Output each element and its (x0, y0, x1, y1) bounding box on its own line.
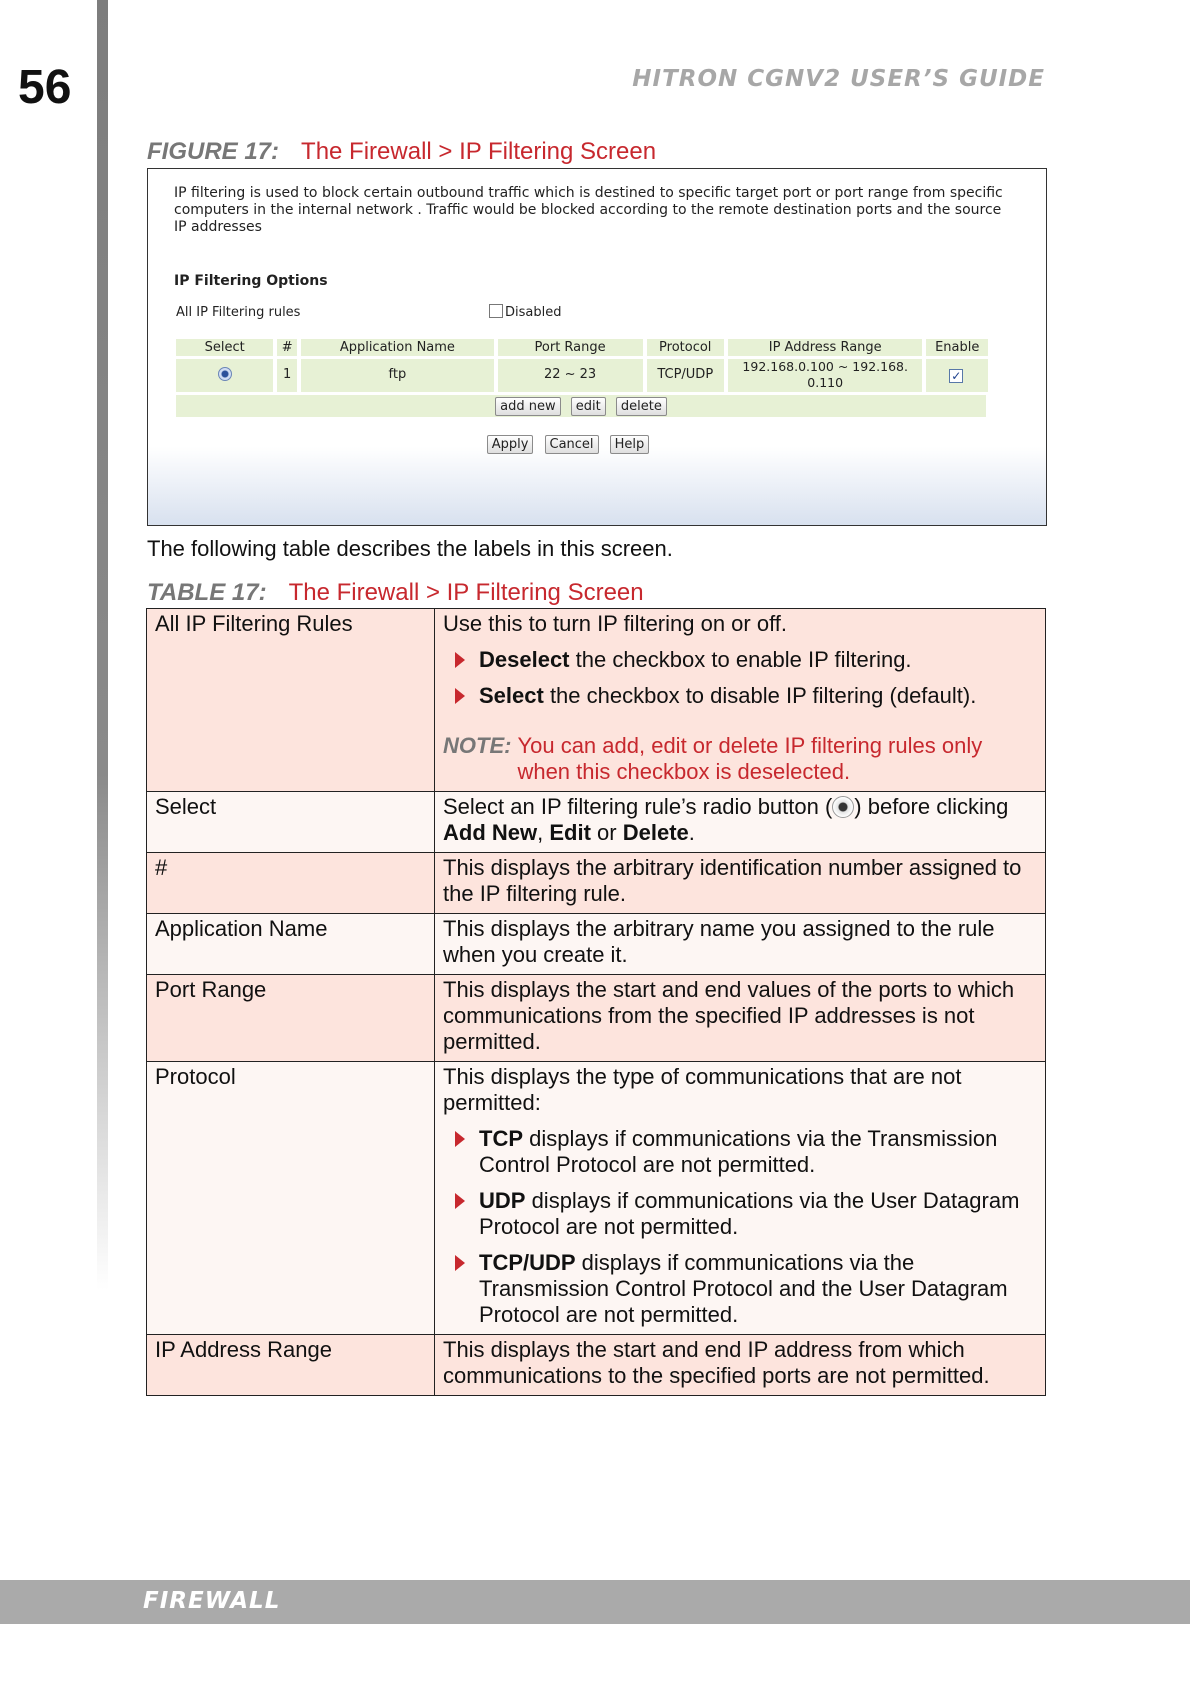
note-text: You can add, edit or delete IP filtering rules only when this checkbox is deselected. (517, 733, 983, 784)
note-label: NOTE: (443, 733, 512, 758)
row-description: This displays the arbitrary identification number assigned to the IP filtering rule. (435, 853, 1046, 914)
intro-text: The following table describes the labels in this screen. (147, 536, 673, 561)
table-row (147, 914, 1046, 975)
row-text: or (590, 820, 623, 845)
bullet-text: the checkbox to enable IP filtering. (569, 647, 912, 672)
table-row (147, 853, 1046, 914)
table-row (176, 359, 988, 395)
row-description: This displays the start and end IP address from which communications to the specified ports are not permitted. (435, 1335, 1046, 1396)
row-app-name: ftp (301, 359, 494, 392)
row-label: Port Range (147, 975, 435, 1062)
figure-lead: FIGURE 17: (147, 138, 280, 165)
row-label: # (147, 853, 435, 914)
edit-term: Edit (549, 820, 591, 845)
table-caption (147, 579, 644, 607)
row-description (435, 1062, 1046, 1335)
add-new-button[interactable]: add new (495, 397, 560, 416)
arrow-icon (455, 1131, 465, 1147)
bullet-bold: TCP/UDP (479, 1250, 576, 1275)
table-row (147, 1335, 1046, 1396)
row-description (435, 609, 1046, 792)
row-ip-range-line1: 192.168.0.100 ~ 192.168. (742, 359, 908, 374)
page-number: 56 (18, 61, 72, 114)
apply-button[interactable]: Apply (487, 435, 534, 454)
row-description: This displays the start and end values of the ports to which communications from the specified IP addresses is not permitted. (435, 975, 1046, 1062)
row-radio-button[interactable] (218, 367, 232, 381)
bullet-bold: Select (479, 683, 544, 708)
table-row (147, 975, 1046, 1062)
bullet-item (443, 1126, 1037, 1178)
disabled-checkbox[interactable] (489, 304, 503, 318)
figure-caption (147, 138, 656, 166)
bullet-item (443, 1188, 1037, 1240)
row-select-cell (176, 359, 273, 392)
row-text: , (537, 820, 550, 845)
row-number: 1 (277, 359, 297, 392)
row-ip-range (728, 359, 923, 392)
row-text: Use this to turn IP filtering on or off. (443, 611, 788, 636)
arrow-icon (455, 1193, 465, 1209)
row-label: Protocol (147, 1062, 435, 1335)
row-description: This displays the arbitrary name you assigned to the rule when you create it. (435, 914, 1046, 975)
col-enable: Enable (926, 339, 988, 356)
rules-label: All IP Filtering rules (176, 305, 301, 320)
bullet-bold: UDP (479, 1188, 526, 1213)
row-port-range: 22 ~ 23 (498, 359, 643, 392)
row-enable-checkbox[interactable]: ✓ (951, 369, 962, 383)
bullet-bold: TCP (479, 1126, 523, 1151)
delete-button[interactable]: delete (616, 397, 667, 416)
arrow-icon (455, 1255, 465, 1271)
bullet-text: the checkbox to disable IP filtering (default). (543, 683, 977, 708)
edit-button[interactable]: edit (571, 397, 606, 416)
side-bar (97, 0, 108, 1290)
table-header (176, 339, 988, 359)
figure-title: The Firewall > IP Filtering Screen (301, 138, 657, 165)
row-label: Application Name (147, 914, 435, 975)
disabled-option (489, 304, 561, 320)
row-text: Select an IP filtering rule’s radio button ( (443, 794, 833, 819)
col-ip-range: IP Address Range (728, 339, 923, 356)
col-app-name: Application Name (301, 339, 494, 356)
filter-rules-table (176, 339, 988, 417)
arrow-icon (455, 652, 465, 668)
col-port-range: Port Range (498, 339, 643, 356)
guide-title: HITRON CGNV2 USER’S GUIDE (632, 66, 1045, 92)
bullet-item (443, 647, 1037, 673)
delete-term: Delete (622, 820, 689, 845)
table-lead: TABLE 17: (147, 579, 267, 606)
note (443, 733, 1037, 785)
bullet-bold: Deselect (479, 647, 570, 672)
col-number: # (277, 339, 297, 356)
bullet-text: displays if communications via the User Datagram Protocol are not permitted. (479, 1188, 1020, 1239)
col-select: Select (176, 339, 273, 356)
disabled-label: Disabled (505, 305, 562, 320)
col-protocol: Protocol (647, 339, 724, 356)
footer-section-title: FIREWALL (143, 1588, 281, 1614)
rule-button-bar (176, 395, 986, 417)
row-description (435, 792, 1046, 853)
form-button-bar (148, 433, 988, 454)
options-title: IP Filtering Options (174, 273, 328, 289)
table-row (147, 792, 1046, 853)
row-enable-cell (926, 359, 988, 392)
radio-button-icon (832, 796, 854, 818)
row-label: Select (147, 792, 435, 853)
add-new-term: Add New (443, 820, 538, 845)
row-ip-range-line2: 0.110 (807, 375, 844, 390)
row-label: IP Address Range (147, 1335, 435, 1396)
bullet-item (443, 683, 1037, 709)
table-row (147, 609, 1046, 792)
bullet-text: displays if communications via the Transmission Control Protocol and the User Datagram Protocol are not permitted. (479, 1250, 1008, 1327)
table-title: The Firewall > IP Filtering Screen (288, 579, 644, 606)
firewall-screenshot (147, 168, 1047, 526)
description-table (146, 608, 1046, 1396)
screenshot-description: IP filtering is used to block certain outbound traffic which is destined to specific target port or port range from specific computers in the internal network . Traffic would be blocked according to the remote destination ports and the source IP addresses (174, 185, 1003, 235)
table-row (147, 1062, 1046, 1335)
bullet-item (443, 1250, 1037, 1328)
arrow-icon (455, 688, 465, 704)
row-text: . (688, 820, 695, 845)
cancel-button[interactable]: Cancel (545, 435, 599, 454)
row-protocol: TCP/UDP (647, 359, 724, 392)
row-text: ) before clicking (854, 794, 1009, 819)
row-text: This displays the type of communications that are not permitted: (443, 1064, 962, 1115)
row-label: All IP Filtering Rules (147, 609, 435, 792)
help-button[interactable]: Help (610, 435, 650, 454)
footer-bar (0, 1580, 1190, 1624)
bullet-text: displays if communications via the Transmission Control Protocol are not permitted. (479, 1126, 998, 1177)
